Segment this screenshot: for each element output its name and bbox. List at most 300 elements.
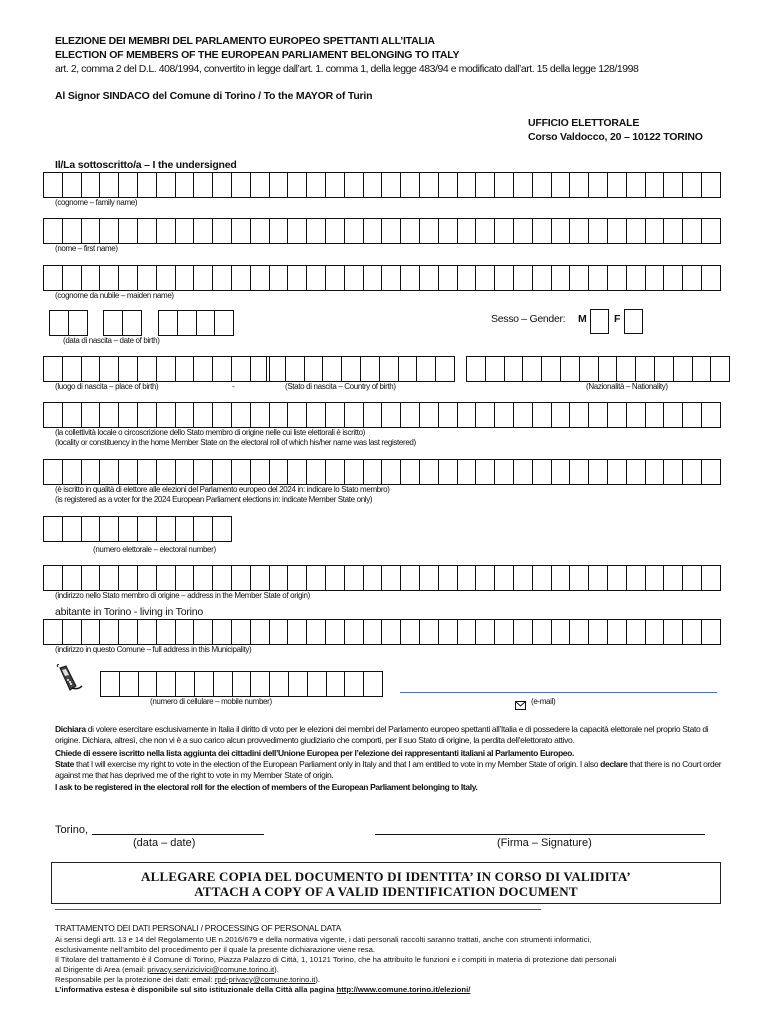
char-box[interactable]: [551, 619, 571, 645]
char-box[interactable]: [532, 265, 552, 291]
char-box[interactable]: [579, 356, 599, 382]
char-box[interactable]: [231, 172, 251, 198]
char-box[interactable]: [588, 459, 608, 485]
char-box[interactable]: [137, 459, 157, 485]
char-box[interactable]: [325, 172, 345, 198]
char-box[interactable]: [457, 619, 477, 645]
char-box[interactable]: [363, 402, 383, 428]
char-box[interactable]: [494, 172, 514, 198]
char-box[interactable]: [156, 459, 176, 485]
birth-month-field[interactable]: [103, 310, 142, 336]
char-box[interactable]: [400, 459, 420, 485]
char-box[interactable]: [156, 516, 176, 542]
char-box[interactable]: [325, 619, 345, 645]
char-box[interactable]: [175, 459, 195, 485]
char-box[interactable]: [266, 356, 286, 382]
char-box[interactable]: [457, 172, 477, 198]
char-box[interactable]: [513, 172, 533, 198]
char-box[interactable]: [306, 265, 326, 291]
char-box[interactable]: [344, 671, 364, 697]
char-box[interactable]: [485, 356, 505, 382]
char-box[interactable]: [306, 459, 326, 485]
char-box[interactable]: [175, 619, 195, 645]
char-box[interactable]: [269, 218, 289, 244]
signature-field[interactable]: [375, 834, 705, 835]
family-name-field[interactable]: [43, 172, 721, 198]
char-box[interactable]: [193, 402, 213, 428]
char-box[interactable]: [212, 218, 232, 244]
elections-page-link[interactable]: http://www.comune.torino.it/elezioni/: [336, 985, 471, 994]
char-box[interactable]: [692, 356, 712, 382]
char-box[interactable]: [175, 356, 195, 382]
char-box[interactable]: [626, 459, 646, 485]
char-box[interactable]: [522, 356, 542, 382]
origin-address-field[interactable]: [43, 565, 721, 591]
char-box[interactable]: [419, 172, 439, 198]
char-box[interactable]: [193, 265, 213, 291]
char-box[interactable]: [551, 459, 571, 485]
date-field[interactable]: [92, 834, 264, 835]
char-box[interactable]: [475, 265, 495, 291]
first-name-field[interactable]: [43, 218, 721, 244]
char-box[interactable]: [494, 565, 514, 591]
char-box[interactable]: [400, 172, 420, 198]
char-box[interactable]: [122, 310, 142, 336]
char-box[interactable]: [118, 619, 138, 645]
char-box[interactable]: [43, 218, 63, 244]
char-box[interactable]: [475, 565, 495, 591]
char-box[interactable]: [363, 218, 383, 244]
char-box[interactable]: [645, 265, 665, 291]
char-box[interactable]: [43, 516, 63, 542]
char-box[interactable]: [400, 402, 420, 428]
char-box[interactable]: [231, 218, 251, 244]
char-box[interactable]: [287, 402, 307, 428]
char-box[interactable]: [438, 402, 458, 428]
char-box[interactable]: [344, 565, 364, 591]
char-box[interactable]: [513, 459, 533, 485]
char-box[interactable]: [212, 265, 232, 291]
char-box[interactable]: [269, 459, 289, 485]
char-box[interactable]: [569, 565, 589, 591]
char-box[interactable]: [588, 402, 608, 428]
char-box[interactable]: [81, 218, 101, 244]
char-box[interactable]: [213, 671, 233, 697]
char-box[interactable]: [344, 402, 364, 428]
char-box[interactable]: [475, 619, 495, 645]
gender-m-checkbox[interactable]: [590, 309, 609, 334]
char-box[interactable]: [49, 310, 69, 336]
char-box[interactable]: [103, 310, 123, 336]
char-box[interactable]: [287, 218, 307, 244]
char-box[interactable]: [710, 356, 730, 382]
char-box[interactable]: [306, 172, 326, 198]
char-box[interactable]: [532, 172, 552, 198]
char-box[interactable]: [560, 356, 580, 382]
char-box[interactable]: [344, 218, 364, 244]
char-box[interactable]: [325, 565, 345, 591]
char-box[interactable]: [607, 172, 627, 198]
char-box[interactable]: [645, 218, 665, 244]
char-box[interactable]: [607, 402, 627, 428]
char-box[interactable]: [118, 516, 138, 542]
char-box[interactable]: [306, 218, 326, 244]
char-box[interactable]: [62, 265, 82, 291]
char-box[interactable]: [231, 565, 251, 591]
char-box[interactable]: [363, 619, 383, 645]
char-box[interactable]: [212, 356, 232, 382]
char-box[interactable]: [438, 218, 458, 244]
char-box[interactable]: [551, 265, 571, 291]
char-box[interactable]: [344, 172, 364, 198]
char-box[interactable]: [177, 310, 197, 336]
char-box[interactable]: [435, 356, 455, 382]
char-box[interactable]: [156, 402, 176, 428]
char-box[interactable]: [457, 218, 477, 244]
char-box[interactable]: [156, 565, 176, 591]
char-box[interactable]: [212, 172, 232, 198]
char-box[interactable]: [494, 218, 514, 244]
char-box[interactable]: [532, 218, 552, 244]
char-box[interactable]: [214, 310, 234, 336]
char-box[interactable]: [269, 402, 289, 428]
char-box[interactable]: [513, 619, 533, 645]
char-box[interactable]: [701, 218, 721, 244]
char-box[interactable]: [118, 402, 138, 428]
char-box[interactable]: [99, 265, 119, 291]
char-box[interactable]: [513, 402, 533, 428]
char-box[interactable]: [158, 310, 178, 336]
char-box[interactable]: [494, 459, 514, 485]
char-box[interactable]: [193, 565, 213, 591]
char-box[interactable]: [682, 402, 702, 428]
char-box[interactable]: [569, 265, 589, 291]
char-box[interactable]: [193, 459, 213, 485]
char-box[interactable]: [626, 265, 646, 291]
char-box[interactable]: [419, 265, 439, 291]
birth-place-field[interactable]: [43, 356, 270, 382]
char-box[interactable]: [156, 356, 176, 382]
char-box[interactable]: [588, 218, 608, 244]
char-box[interactable]: [325, 265, 345, 291]
char-box[interactable]: [118, 218, 138, 244]
char-box[interactable]: [457, 402, 477, 428]
char-box[interactable]: [231, 356, 251, 382]
char-box[interactable]: [99, 356, 119, 382]
char-box[interactable]: [193, 516, 213, 542]
char-box[interactable]: [607, 218, 627, 244]
char-box[interactable]: [288, 671, 308, 697]
char-box[interactable]: [156, 265, 176, 291]
char-box[interactable]: [100, 671, 120, 697]
char-box[interactable]: [43, 356, 63, 382]
char-box[interactable]: [663, 172, 683, 198]
char-box[interactable]: [175, 671, 195, 697]
char-box[interactable]: [250, 671, 270, 697]
char-box[interactable]: [43, 172, 63, 198]
char-box[interactable]: [193, 356, 213, 382]
char-box[interactable]: [196, 310, 216, 336]
registered-state-field[interactable]: [43, 459, 721, 485]
char-box[interactable]: [400, 218, 420, 244]
char-box[interactable]: [325, 218, 345, 244]
char-box[interactable]: [645, 402, 665, 428]
char-box[interactable]: [663, 565, 683, 591]
char-box[interactable]: [137, 516, 157, 542]
locality-field[interactable]: [43, 402, 721, 428]
char-box[interactable]: [701, 265, 721, 291]
char-box[interactable]: [701, 619, 721, 645]
char-box[interactable]: [137, 356, 157, 382]
char-box[interactable]: [250, 565, 270, 591]
char-box[interactable]: [457, 565, 477, 591]
char-box[interactable]: [363, 671, 383, 697]
char-box[interactable]: [701, 402, 721, 428]
char-box[interactable]: [99, 218, 119, 244]
char-box[interactable]: [43, 402, 63, 428]
char-box[interactable]: [457, 265, 477, 291]
char-box[interactable]: [81, 459, 101, 485]
char-box[interactable]: [341, 356, 361, 382]
char-box[interactable]: [175, 516, 195, 542]
char-box[interactable]: [701, 172, 721, 198]
char-box[interactable]: [175, 265, 195, 291]
char-box[interactable]: [138, 671, 158, 697]
char-box[interactable]: [626, 172, 646, 198]
char-box[interactable]: [43, 459, 63, 485]
char-box[interactable]: [416, 356, 436, 382]
char-box[interactable]: [287, 459, 307, 485]
char-box[interactable]: [250, 218, 270, 244]
char-box[interactable]: [344, 619, 364, 645]
char-box[interactable]: [400, 265, 420, 291]
char-box[interactable]: [360, 356, 380, 382]
char-box[interactable]: [212, 565, 232, 591]
char-box[interactable]: [344, 459, 364, 485]
char-box[interactable]: [419, 402, 439, 428]
birth-day-field[interactable]: [49, 310, 88, 336]
char-box[interactable]: [663, 619, 683, 645]
char-box[interactable]: [99, 619, 119, 645]
char-box[interactable]: [99, 516, 119, 542]
char-box[interactable]: [419, 218, 439, 244]
char-box[interactable]: [419, 619, 439, 645]
char-box[interactable]: [118, 356, 138, 382]
char-box[interactable]: [118, 265, 138, 291]
char-box[interactable]: [156, 172, 176, 198]
char-box[interactable]: [137, 565, 157, 591]
char-box[interactable]: [381, 172, 401, 198]
char-box[interactable]: [68, 310, 88, 336]
char-box[interactable]: [400, 565, 420, 591]
char-box[interactable]: [569, 218, 589, 244]
char-box[interactable]: [438, 459, 458, 485]
char-box[interactable]: [400, 619, 420, 645]
char-box[interactable]: [81, 265, 101, 291]
char-box[interactable]: [663, 459, 683, 485]
char-box[interactable]: [701, 459, 721, 485]
char-box[interactable]: [325, 459, 345, 485]
char-box[interactable]: [569, 619, 589, 645]
char-box[interactable]: [607, 265, 627, 291]
char-box[interactable]: [381, 402, 401, 428]
char-box[interactable]: [381, 265, 401, 291]
char-box[interactable]: [325, 402, 345, 428]
char-box[interactable]: [438, 619, 458, 645]
char-box[interactable]: [118, 459, 138, 485]
char-box[interactable]: [231, 402, 251, 428]
char-box[interactable]: [419, 565, 439, 591]
gender-f-checkbox[interactable]: [624, 309, 643, 334]
char-box[interactable]: [119, 671, 139, 697]
char-box[interactable]: [269, 619, 289, 645]
char-box[interactable]: [607, 619, 627, 645]
privacy-email-link[interactable]: privacy.servizicivici@comune.torino.it: [147, 965, 275, 974]
char-box[interactable]: [551, 218, 571, 244]
char-box[interactable]: [645, 172, 665, 198]
char-box[interactable]: [682, 565, 702, 591]
char-box[interactable]: [231, 459, 251, 485]
char-box[interactable]: [466, 356, 486, 382]
char-box[interactable]: [494, 402, 514, 428]
char-box[interactable]: [438, 565, 458, 591]
char-box[interactable]: [635, 356, 655, 382]
char-box[interactable]: [682, 459, 702, 485]
char-box[interactable]: [62, 172, 82, 198]
char-box[interactable]: [398, 356, 418, 382]
char-box[interactable]: [588, 619, 608, 645]
char-box[interactable]: [326, 671, 346, 697]
char-box[interactable]: [81, 565, 101, 591]
char-box[interactable]: [137, 619, 157, 645]
dpo-email-link[interactable]: rpd-privacy@comune.torino.it: [214, 975, 316, 984]
char-box[interactable]: [588, 565, 608, 591]
char-box[interactable]: [513, 565, 533, 591]
char-box[interactable]: [250, 459, 270, 485]
char-box[interactable]: [137, 402, 157, 428]
char-box[interactable]: [654, 356, 674, 382]
char-box[interactable]: [231, 619, 251, 645]
char-box[interactable]: [269, 172, 289, 198]
turin-address-field[interactable]: [43, 619, 721, 645]
char-box[interactable]: [626, 619, 646, 645]
char-box[interactable]: [81, 356, 101, 382]
char-box[interactable]: [81, 402, 101, 428]
electoral-number-field[interactable]: [43, 516, 232, 542]
char-box[interactable]: [62, 619, 82, 645]
char-box[interactable]: [344, 265, 364, 291]
char-box[interactable]: [156, 619, 176, 645]
maiden-name-field[interactable]: [43, 265, 721, 291]
char-box[interactable]: [156, 671, 176, 697]
char-box[interactable]: [513, 218, 533, 244]
char-box[interactable]: [663, 265, 683, 291]
char-box[interactable]: [381, 459, 401, 485]
char-box[interactable]: [306, 619, 326, 645]
char-box[interactable]: [99, 172, 119, 198]
char-box[interactable]: [363, 459, 383, 485]
char-box[interactable]: [598, 356, 618, 382]
char-box[interactable]: [137, 265, 157, 291]
char-box[interactable]: [494, 265, 514, 291]
char-box[interactable]: [306, 402, 326, 428]
char-box[interactable]: [569, 402, 589, 428]
birth-year-field[interactable]: [158, 310, 234, 336]
char-box[interactable]: [475, 459, 495, 485]
char-box[interactable]: [494, 619, 514, 645]
char-box[interactable]: [287, 619, 307, 645]
char-box[interactable]: [438, 172, 458, 198]
char-box[interactable]: [306, 565, 326, 591]
char-box[interactable]: [81, 516, 101, 542]
char-box[interactable]: [457, 459, 477, 485]
char-box[interactable]: [175, 218, 195, 244]
char-box[interactable]: [532, 565, 552, 591]
char-box[interactable]: [607, 459, 627, 485]
char-box[interactable]: [287, 565, 307, 591]
char-box[interactable]: [193, 619, 213, 645]
char-box[interactable]: [682, 218, 702, 244]
char-box[interactable]: [194, 671, 214, 697]
char-box[interactable]: [588, 265, 608, 291]
char-box[interactable]: [645, 619, 665, 645]
char-box[interactable]: [232, 671, 252, 697]
char-box[interactable]: [682, 265, 702, 291]
char-box[interactable]: [269, 671, 289, 697]
char-box[interactable]: [307, 671, 327, 697]
char-box[interactable]: [626, 402, 646, 428]
char-box[interactable]: [475, 218, 495, 244]
char-box[interactable]: [62, 356, 82, 382]
char-box[interactable]: [363, 172, 383, 198]
char-box[interactable]: [701, 565, 721, 591]
char-box[interactable]: [287, 265, 307, 291]
char-box[interactable]: [569, 172, 589, 198]
char-box[interactable]: [81, 172, 101, 198]
char-box[interactable]: [541, 356, 561, 382]
char-box[interactable]: [193, 172, 213, 198]
char-box[interactable]: [438, 265, 458, 291]
char-box[interactable]: [551, 402, 571, 428]
char-box[interactable]: [322, 356, 342, 382]
char-box[interactable]: [673, 356, 693, 382]
birth-country-field[interactable]: [266, 356, 455, 382]
char-box[interactable]: [475, 402, 495, 428]
char-box[interactable]: [118, 172, 138, 198]
char-box[interactable]: [231, 265, 251, 291]
char-box[interactable]: [645, 459, 665, 485]
char-box[interactable]: [269, 565, 289, 591]
char-box[interactable]: [663, 402, 683, 428]
mobile-number-field[interactable]: [100, 671, 383, 697]
char-box[interactable]: [532, 402, 552, 428]
char-box[interactable]: [269, 265, 289, 291]
char-box[interactable]: [363, 265, 383, 291]
char-box[interactable]: [616, 356, 636, 382]
char-box[interactable]: [62, 565, 82, 591]
char-box[interactable]: [137, 218, 157, 244]
char-box[interactable]: [212, 459, 232, 485]
char-box[interactable]: [379, 356, 399, 382]
char-box[interactable]: [569, 459, 589, 485]
char-box[interactable]: [250, 619, 270, 645]
char-box[interactable]: [626, 565, 646, 591]
char-box[interactable]: [43, 265, 63, 291]
char-box[interactable]: [682, 619, 702, 645]
char-box[interactable]: [419, 459, 439, 485]
char-box[interactable]: [250, 402, 270, 428]
char-box[interactable]: [304, 356, 324, 382]
